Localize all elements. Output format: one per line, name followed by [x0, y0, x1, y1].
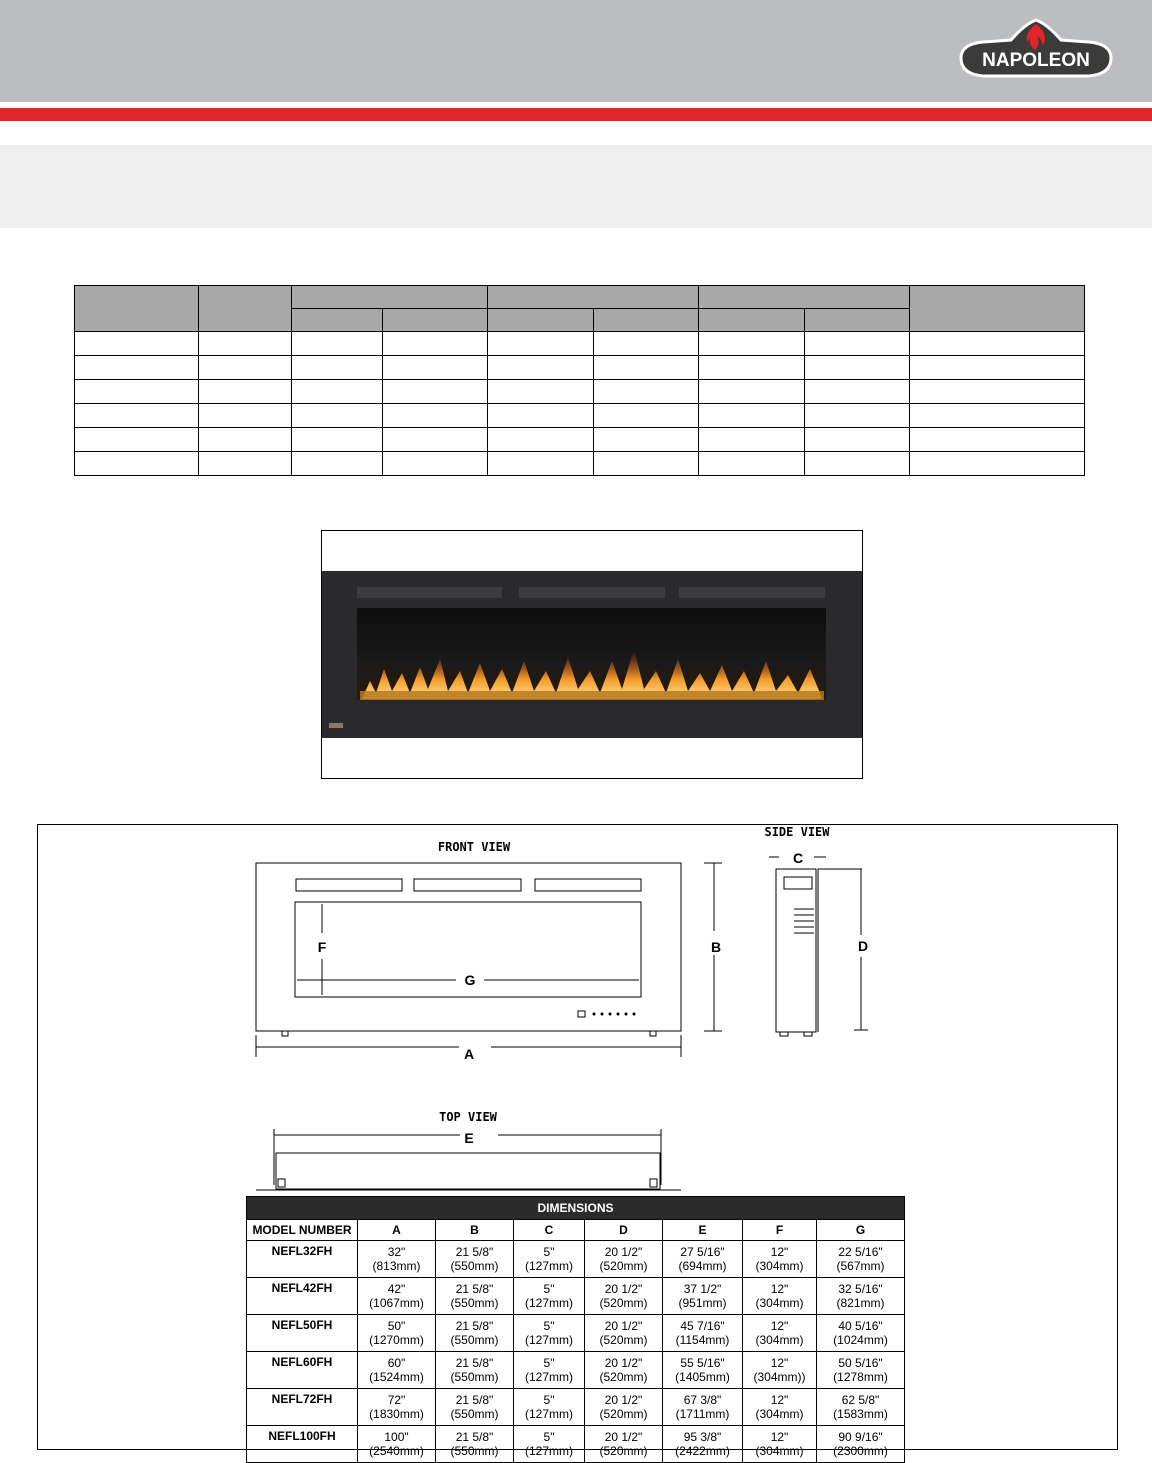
mm-value: (1405mm)	[675, 1370, 730, 1384]
inch-value: 67 3/8"	[683, 1393, 722, 1407]
inch-value: 5"	[543, 1356, 555, 1370]
dimension-cell	[817, 1278, 905, 1315]
mm-value: (550mm)	[450, 1407, 499, 1421]
dimension-cell	[663, 1278, 743, 1315]
mm-value: (1830mm)	[369, 1407, 424, 1421]
dimension-cell	[358, 1352, 436, 1389]
dimension-cell	[585, 1389, 663, 1426]
logo-text: NAPOLEON	[982, 50, 1090, 71]
dimension-cell	[663, 1315, 743, 1352]
dimension-cell	[663, 1241, 743, 1278]
inch-value: 27 5/16"	[680, 1245, 725, 1259]
spec-header-cell	[199, 286, 292, 332]
dimension-cell	[743, 1352, 817, 1389]
dim-label-d: D	[857, 938, 869, 954]
inch-value: 12"	[770, 1245, 789, 1259]
mm-value: (813mm)	[372, 1259, 421, 1273]
dimension-cell	[817, 1352, 905, 1389]
side-view-outline	[776, 869, 816, 1032]
mm-value: (304mm)	[755, 1444, 804, 1458]
spec-row	[75, 332, 1085, 356]
dimension-cell	[743, 1241, 817, 1278]
inch-value: 55 5/16"	[680, 1356, 725, 1370]
mm-value: (304mm)	[755, 1333, 804, 1347]
mm-value: (304mm)	[755, 1259, 804, 1273]
mm-value: (550mm)	[450, 1296, 499, 1310]
dimensions-header-row	[247, 1220, 905, 1241]
dimension-cell	[436, 1315, 514, 1352]
inch-value: 5"	[543, 1245, 555, 1259]
spec-table	[74, 285, 1085, 476]
inch-value: 90 9/16"	[838, 1430, 883, 1444]
spec-header-row	[75, 286, 1085, 309]
inch-value: 21 5/8"	[455, 1319, 494, 1333]
column-header: C	[514, 1220, 585, 1241]
dimension-cell	[514, 1241, 585, 1278]
mm-value: (127mm)	[524, 1296, 573, 1310]
dimension-cell	[663, 1352, 743, 1389]
dim-label-g: G	[464, 972, 476, 988]
spec-row	[75, 428, 1085, 452]
mm-value: (304mm)	[755, 1296, 804, 1310]
spec-header-cell	[805, 309, 910, 332]
top-view-outline	[276, 1153, 660, 1189]
header-red-stripe	[0, 108, 1152, 121]
dimension-cell	[817, 1241, 905, 1278]
mm-value: (951mm)	[678, 1296, 727, 1310]
mm-value: (304mm)	[755, 1407, 804, 1421]
dimension-cell	[817, 1315, 905, 1352]
inch-value: 22 5/16"	[838, 1245, 883, 1259]
dimension-cell	[743, 1389, 817, 1426]
inch-value: 20 1/2"	[604, 1282, 643, 1296]
dimension-cell	[358, 1278, 436, 1315]
mm-value: (1067mm)	[369, 1296, 424, 1310]
table-row	[247, 1315, 905, 1352]
mm-value: (520mm)	[599, 1407, 648, 1421]
inch-value: 21 5/8"	[455, 1356, 494, 1370]
inch-value: 20 1/2"	[604, 1319, 643, 1333]
mm-value: (127mm)	[524, 1333, 573, 1347]
table-row	[247, 1389, 905, 1426]
mm-value: (2422mm)	[675, 1444, 730, 1458]
spec-row	[75, 356, 1085, 380]
dim-label-b: B	[710, 939, 722, 955]
top-view-label: TOP VIEW	[439, 1110, 497, 1124]
inch-value: 21 5/8"	[455, 1430, 494, 1444]
inch-value: 62 5/8"	[841, 1393, 880, 1407]
column-header: D	[585, 1220, 663, 1241]
inch-value: 21 5/8"	[455, 1393, 494, 1407]
dimension-cell	[663, 1426, 743, 1463]
inch-value: 5"	[543, 1430, 555, 1444]
spec-header-cell	[292, 309, 383, 332]
mm-value: (1524mm)	[369, 1370, 424, 1384]
dimension-cell	[436, 1389, 514, 1426]
dimension-cell	[358, 1315, 436, 1352]
inch-value: 50 5/16"	[838, 1356, 883, 1370]
column-header: E	[663, 1220, 743, 1241]
mm-value: (127mm)	[524, 1407, 573, 1421]
mm-value: (567mm)	[836, 1259, 885, 1273]
dimension-cell	[514, 1315, 585, 1352]
mm-value: (520mm)	[599, 1370, 648, 1384]
inch-value: 12"	[770, 1356, 789, 1370]
mm-value: (2300mm)	[833, 1444, 888, 1458]
inch-value: 20 1/2"	[604, 1430, 643, 1444]
dimension-cell	[514, 1389, 585, 1426]
mm-value: (1024mm)	[833, 1333, 888, 1347]
mm-value: (550mm)	[450, 1444, 499, 1458]
mm-value: (1711mm)	[675, 1407, 730, 1421]
column-header: F	[743, 1220, 817, 1241]
dim-label-f: F	[317, 939, 327, 955]
dimension-cell	[817, 1426, 905, 1463]
mm-value: (520mm)	[599, 1333, 648, 1347]
inch-value: 12"	[770, 1319, 789, 1333]
mm-value: (127mm)	[524, 1259, 573, 1273]
inch-value: 12"	[770, 1430, 789, 1444]
mm-value: (1278mm)	[833, 1370, 888, 1384]
inch-value: 5"	[543, 1319, 555, 1333]
mm-value: (304mm))	[753, 1370, 806, 1384]
dimension-cell	[436, 1241, 514, 1278]
mm-value: (127mm)	[524, 1444, 573, 1458]
inch-value: 45 7/16"	[680, 1319, 725, 1333]
spec-header-cell	[699, 286, 910, 309]
dimension-cell	[585, 1352, 663, 1389]
model-number-cell: NEFL100FH	[247, 1426, 358, 1463]
dimension-cell	[514, 1278, 585, 1315]
table-row	[247, 1278, 905, 1315]
dimension-cell	[585, 1278, 663, 1315]
inch-value: 12"	[770, 1393, 789, 1407]
mm-value: (520mm)	[599, 1259, 648, 1273]
mm-value: (2540mm)	[369, 1444, 424, 1458]
inch-value: 20 1/2"	[604, 1245, 643, 1259]
model-number-cell: NEFL60FH	[247, 1352, 358, 1389]
dimension-cell	[585, 1426, 663, 1463]
dimensions-table	[246, 1196, 905, 1463]
mm-value: (1583mm)	[833, 1407, 888, 1421]
inch-value: 32"	[387, 1245, 406, 1259]
dimension-cell	[358, 1241, 436, 1278]
inch-value: 12"	[770, 1282, 789, 1296]
product-photo-frame	[321, 530, 863, 779]
dimension-cell	[585, 1241, 663, 1278]
table-row	[247, 1426, 905, 1463]
mm-value: (550mm)	[450, 1259, 499, 1273]
fireplace-photo	[322, 531, 862, 778]
inch-value: 32 5/16"	[838, 1282, 883, 1296]
dim-label-a: A	[463, 1046, 475, 1062]
column-header: G	[817, 1220, 905, 1241]
inch-value: 5"	[543, 1393, 555, 1407]
dimension-cell	[358, 1426, 436, 1463]
napoleon-logo	[953, 14, 1119, 86]
dimension-cell	[663, 1389, 743, 1426]
table-row	[247, 1352, 905, 1389]
mm-value: (550mm)	[450, 1333, 499, 1347]
dim-label-e: E	[464, 1130, 474, 1146]
inch-value: 21 5/8"	[455, 1245, 494, 1259]
mm-value: (550mm)	[450, 1370, 499, 1384]
mm-value: (520mm)	[599, 1296, 648, 1310]
dimension-cell	[817, 1389, 905, 1426]
inch-value: 72"	[387, 1393, 406, 1407]
spec-header-cell	[910, 286, 1085, 332]
spec-row	[75, 452, 1085, 476]
mm-value: (694mm)	[678, 1259, 727, 1273]
column-header: MODEL NUMBER	[247, 1220, 358, 1241]
column-header: A	[358, 1220, 436, 1241]
dimension-cell	[514, 1426, 585, 1463]
inch-value: 95 3/8"	[683, 1430, 722, 1444]
dimensions-caption: DIMENSIONS	[247, 1197, 905, 1220]
model-number-cell: NEFL72FH	[247, 1389, 358, 1426]
spec-row	[75, 380, 1085, 404]
dimension-cell	[436, 1352, 514, 1389]
table-row	[247, 1241, 905, 1278]
inch-value: 40 5/16"	[838, 1319, 883, 1333]
dimension-cell	[743, 1315, 817, 1352]
inch-value: 20 1/2"	[604, 1393, 643, 1407]
dim-label-c: C	[792, 850, 804, 866]
column-header: B	[436, 1220, 514, 1241]
dimension-cell	[358, 1389, 436, 1426]
spec-header-cell	[488, 286, 699, 309]
dimension-cell	[436, 1278, 514, 1315]
front-view-label: FRONT VIEW	[437, 840, 511, 854]
mm-value: (821mm)	[836, 1296, 885, 1310]
model-number-cell: NEFL42FH	[247, 1278, 358, 1315]
inch-value: 60"	[387, 1356, 406, 1370]
inch-value: 5"	[543, 1282, 555, 1296]
inch-value: 50"	[387, 1319, 406, 1333]
title-band	[0, 145, 1152, 228]
dimension-cell	[436, 1426, 514, 1463]
spec-header-cell	[488, 309, 594, 332]
spec-header-cell	[699, 309, 805, 332]
inch-value: 42"	[387, 1282, 406, 1296]
inch-value: 20 1/2"	[604, 1356, 643, 1370]
inch-value: 37 1/2"	[683, 1282, 722, 1296]
mm-value: (127mm)	[524, 1370, 573, 1384]
side-view-label: SIDE VIEW	[764, 825, 830, 839]
dimension-cell	[743, 1278, 817, 1315]
dimension-cell	[585, 1315, 663, 1352]
mm-value: (520mm)	[599, 1444, 648, 1458]
spec-header-cell	[383, 309, 488, 332]
spec-row	[75, 404, 1085, 428]
mm-value: (1270mm)	[369, 1333, 424, 1347]
model-number-cell: NEFL50FH	[247, 1315, 358, 1352]
spec-header-cell	[292, 286, 488, 309]
inch-value: 100"	[384, 1430, 409, 1444]
spec-header-cell	[594, 309, 699, 332]
mm-value: (1154mm)	[675, 1333, 730, 1347]
spec-header-cell	[75, 286, 199, 332]
inch-value: 21 5/8"	[455, 1282, 494, 1296]
dimension-cell	[743, 1426, 817, 1463]
model-number-cell: NEFL32FH	[247, 1241, 358, 1278]
dimension-cell	[514, 1352, 585, 1389]
